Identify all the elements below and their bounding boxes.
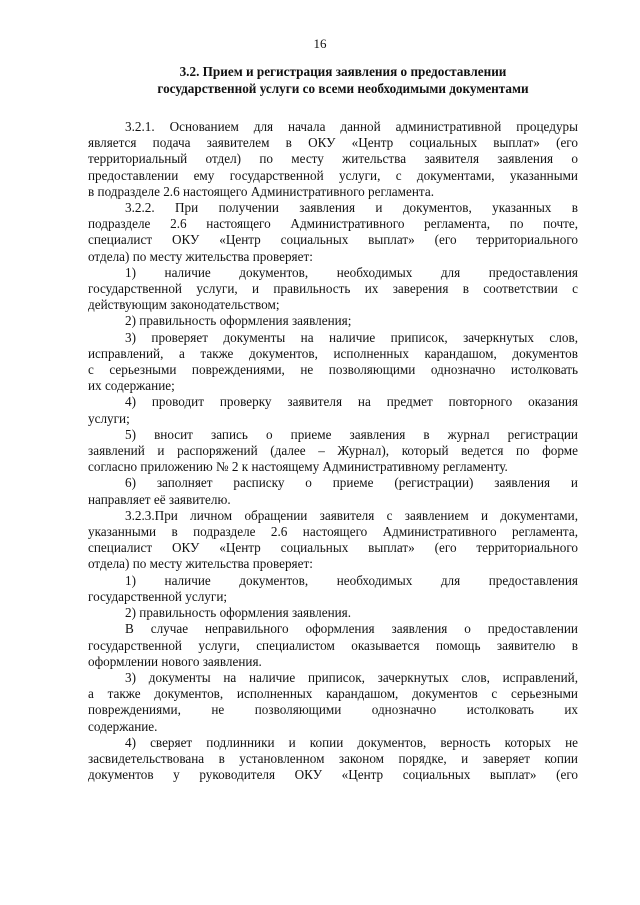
text-line: является подача заявителем в ОКУ «Центр социальных выплат» (его bbox=[88, 135, 578, 151]
text-line: подразделе 2.6 настоящего Административного регламента, по почте, bbox=[88, 216, 578, 232]
text-line: отдела) по месту жительства проверяет: bbox=[88, 248, 313, 264]
text-line: 2) правильность оформления заявления; bbox=[125, 313, 352, 329]
paragraph-p322_5 bbox=[88, 427, 578, 476]
text-line: предоставлении ему государственной услуги, с документами, указанными bbox=[88, 167, 578, 183]
text-line: услуги; bbox=[88, 410, 130, 426]
paragraph-p322 bbox=[88, 200, 578, 265]
paragraph-p323_4 bbox=[88, 735, 578, 784]
paragraph-p323 bbox=[88, 508, 578, 573]
text-line: 1) наличие документов, необходимых для предоставления bbox=[125, 264, 578, 280]
text-line: 3) проверяет документы на наличие приписок, зачеркнутых слов, bbox=[125, 329, 578, 345]
text-line: 2) правильность оформления заявления. bbox=[125, 605, 352, 621]
text-line: 5) вносит запись о приеме заявления в журнал регистрации bbox=[125, 426, 578, 442]
paragraph-p323_1 bbox=[88, 573, 578, 605]
text-line: исправлений, а также документов, исполненных карандашом, документов bbox=[88, 345, 578, 361]
text-line: в подразделе 2.6 настоящего Административного регламента. bbox=[88, 183, 434, 199]
text-line: оформлении нового заявления. bbox=[88, 653, 262, 669]
paragraph-p322_1 bbox=[88, 265, 578, 314]
text-line: 6) заполняет расписку о приеме (регистрации) заявления и bbox=[125, 475, 578, 491]
text-line: согласно приложению № 2 к настоящему Административному регламенту. bbox=[88, 459, 508, 475]
text-line: документов у руководителя ОКУ «Центр социальных выплат» (его bbox=[88, 767, 578, 783]
text-line: указанными в подразделе 2.6 настоящего Административного регламента, bbox=[88, 524, 578, 540]
text-line: 3.2.1. Основанием для начала данной административной процедуры bbox=[125, 119, 578, 134]
text-line: 3.2.3.При личном обращении заявителя с заявлением и документами, bbox=[125, 507, 578, 523]
text-line: отдела) по месту жительства проверяет: bbox=[88, 556, 313, 572]
text-line: заявлений и распоряжений (далее – Журнал), который ведется по форме bbox=[88, 443, 578, 459]
text-line: их содержание; bbox=[88, 378, 175, 394]
paragraph-p323_case bbox=[88, 621, 578, 670]
text-line: В случае неправильного оформления заявления о предоставлении bbox=[125, 621, 578, 637]
paragraph-p321 bbox=[88, 119, 578, 200]
section-title-line-2: государственной услуги со всеми необходимыми документами bbox=[157, 81, 529, 96]
paragraph-p322_6 bbox=[88, 475, 578, 507]
text-line: с серьезными повреждениями, не позволяющими однозначно истолковать bbox=[88, 362, 578, 378]
paragraph-p323_3 bbox=[88, 670, 578, 735]
paragraph-p322_4 bbox=[88, 394, 578, 426]
section-title bbox=[108, 63, 578, 97]
text-line: государственной услуги, специалистом оказывается помощь заявителю в bbox=[88, 637, 578, 653]
text-line: повреждениями, не позволяющими однозначно истолковать их bbox=[88, 702, 578, 718]
text-line: территориальный отдел) по месту жительства заявителя заявления о bbox=[88, 151, 578, 167]
paragraph-p323_2 bbox=[88, 605, 578, 621]
text-line: 4) проводит проверку заявителя на предмет повторного оказания bbox=[125, 394, 578, 410]
paragraph-p322_3 bbox=[88, 330, 578, 395]
text-line: специалист ОКУ «Центр социальных выплат» (его территориального bbox=[88, 232, 578, 248]
text-line: государственной услуги; bbox=[88, 588, 228, 604]
text-line: содержание. bbox=[88, 718, 158, 734]
text-line: засвидетельствована в установленном законом порядке, и заверяет копии bbox=[88, 750, 578, 766]
document-body bbox=[88, 119, 578, 783]
text-line: 1) наличие документов, необходимых для предоставления bbox=[125, 572, 578, 588]
text-line: 3) документы на наличие приписок, зачеркнутых слов, исправлений, bbox=[125, 669, 578, 685]
page-number: 16 bbox=[313, 36, 327, 51]
text-line: 4) сверяет подлинники и копии документов, верность которых не bbox=[125, 734, 578, 750]
text-line: государственной услуги, и правильность их заверения в соответствии с bbox=[88, 281, 578, 297]
text-line: действующим законодательством; bbox=[88, 297, 280, 313]
text-line: а также документов, исполненных карандашом, документов с серьезными bbox=[88, 686, 578, 702]
paragraph-p322_2 bbox=[88, 313, 578, 329]
section-title-line-1: 3.2. Прием и регистрация заявления о предоставлении bbox=[179, 64, 507, 79]
text-line: специалист ОКУ «Центр социальных выплат» (его территориального bbox=[88, 540, 578, 556]
text-line: направляет её заявителю. bbox=[88, 491, 231, 507]
text-line: 3.2.2. При получении заявления и документов, указанных в bbox=[125, 200, 578, 216]
